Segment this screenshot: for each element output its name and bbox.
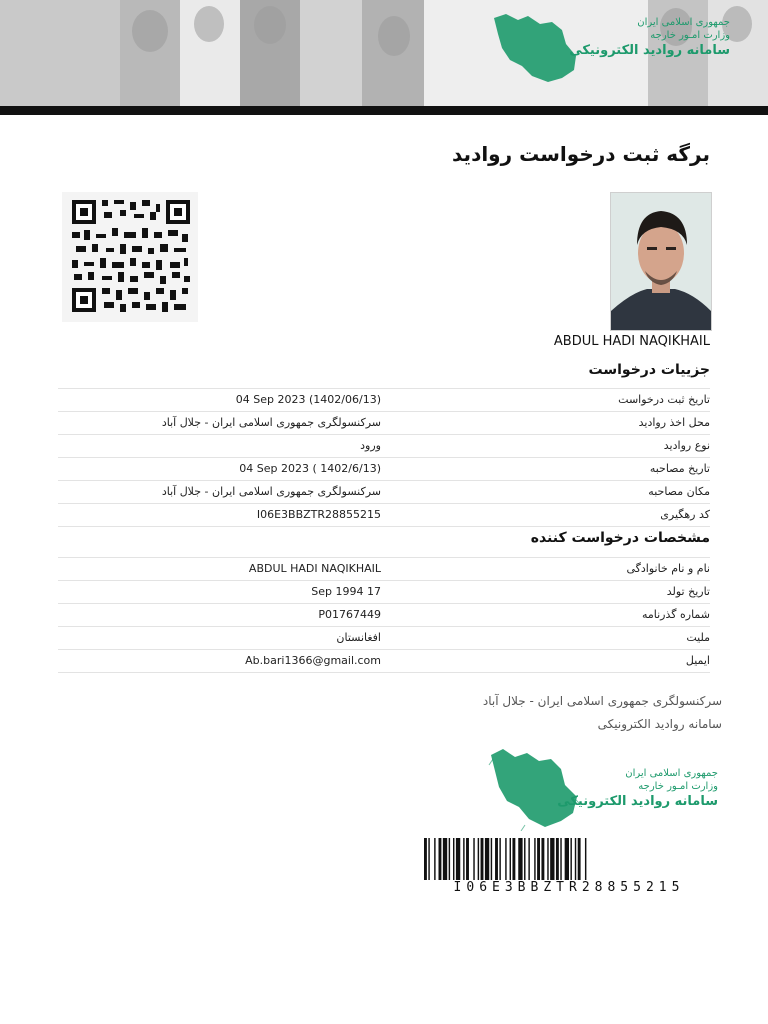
banner-decor-tile	[0, 0, 120, 106]
barcode-bar	[575, 838, 576, 880]
footer-consulate: سرکنسولگری جمهوری اسلامی ایران - جلال آباد	[482, 694, 722, 708]
table-bottom-rule	[58, 526, 710, 528]
barcode-bar	[550, 838, 554, 880]
interview-location-row	[58, 480, 710, 503]
ministry-line2: وزارت امـور خارجه	[650, 30, 730, 41]
barcode-bar	[560, 838, 561, 880]
birth-date-row	[58, 580, 710, 603]
barcode-bar	[537, 838, 540, 880]
barcode-bar	[585, 838, 586, 880]
header-brand	[569, 16, 730, 59]
barcode-bar	[534, 838, 535, 880]
row-value: P01767449	[318, 608, 381, 621]
row-value: ورود	[360, 439, 381, 452]
row-value: I06E3BBZTR28855215	[256, 508, 381, 521]
page-title: برگه ثبت درخواست روادید	[452, 142, 710, 166]
row-value: سرکنسولگری جمهوری اسلامی ایران - جلال آباد	[161, 485, 381, 498]
system-name: سامانه روادید الکترونیکی	[557, 794, 718, 809]
row-value: ABDUL HADI NAQIKHAIL	[248, 562, 381, 575]
nationality-row	[58, 626, 710, 649]
passport-number-row	[58, 603, 710, 626]
visa-type-row	[58, 434, 710, 457]
qr-code	[62, 192, 198, 322]
barcode-bar	[491, 838, 492, 880]
banner-portrait-image	[194, 6, 224, 42]
barcode-bar	[478, 838, 479, 880]
ministry-line2: وزارت امـور خارجه	[638, 781, 718, 792]
barcode-bar	[578, 838, 581, 880]
barcode-bar	[456, 838, 460, 880]
row-label: نوع روادید	[663, 439, 710, 452]
barcode-bar	[512, 838, 515, 880]
barcode-bar	[499, 838, 500, 880]
row-value: 04 Sep 2023 ( 1402/6/13)	[239, 462, 381, 475]
barcode-bar	[541, 838, 544, 880]
full-name-row	[58, 557, 710, 580]
barcode-bar	[428, 838, 429, 880]
email-row	[58, 649, 710, 672]
header-divider	[0, 106, 768, 115]
row-label: نام و نام خانوادگی	[626, 562, 710, 575]
row-label: تاریخ ثبت درخواست	[618, 393, 710, 406]
header-banner	[0, 0, 768, 106]
interview-date-row	[58, 457, 710, 480]
row-label: تاریخ تولد	[666, 585, 710, 598]
banner-portrait-image	[132, 10, 168, 52]
banner-portrait-image	[378, 16, 410, 56]
row-label: مکان مصاحبه	[648, 485, 710, 498]
row-label: تاریخ مصاحبه	[649, 462, 710, 475]
barcode-bar	[505, 838, 506, 880]
ministry-line1: جمهوری اسلامی ایران	[625, 768, 718, 779]
barcode-bar	[495, 838, 498, 880]
footer-brand	[557, 767, 718, 810]
barcode-bar	[424, 838, 427, 880]
barcode-bar	[449, 838, 450, 880]
barcode-bar	[528, 838, 529, 880]
barcode-bar	[547, 838, 548, 880]
system-name: سامانه روادید الکترونیکی	[569, 43, 730, 58]
banner-decor-tile	[300, 0, 362, 106]
barcode-bar	[524, 838, 525, 880]
banner-portrait-image	[254, 6, 286, 44]
tracking-barcode	[424, 838, 714, 880]
row-value: Sep 1994 17	[311, 585, 381, 598]
applicant-photo	[610, 192, 712, 331]
tracking-code-row	[58, 503, 710, 526]
barcode-bar	[463, 838, 464, 880]
row-value: افغانستان	[336, 631, 381, 644]
row-label: محل اخذ روادید	[638, 416, 710, 429]
applicant-details-heading: مشخصات درخواست کننده	[530, 530, 710, 546]
barcode-bar	[565, 838, 569, 880]
request-date-row	[58, 388, 710, 411]
barcode-bar	[570, 838, 571, 880]
applicant-portrait-image	[611, 193, 711, 330]
visa-location-row	[58, 411, 710, 434]
request-details-table	[58, 388, 710, 528]
barcode-text: I06E3BBZTR28855215	[453, 880, 685, 895]
barcode-bar	[473, 838, 474, 880]
barcode-bar	[453, 838, 454, 880]
ministry-line1: جمهوری اسلامی ایران	[637, 17, 730, 28]
barcode-bar	[481, 838, 484, 880]
row-label: ملیت	[686, 631, 710, 644]
applicant-details-table	[58, 557, 710, 674]
barcode-bar	[485, 838, 489, 880]
row-value: سرکنسولگری جمهوری اسلامی ایران - جلال آباد	[161, 416, 381, 429]
row-label: کد رهگیری	[660, 508, 710, 521]
request-details-heading: جزییات درخواست	[588, 362, 710, 378]
row-value: 04 Sep 2023 (1402/06/13)	[235, 393, 381, 406]
table-bottom-rule	[58, 672, 710, 674]
barcode-bar	[510, 838, 511, 880]
row-value: Ab.bari1366@gmail.com	[245, 654, 381, 667]
applicant-name: ABDUL HADI NAQIKHAIL	[553, 334, 710, 349]
barcode-bar	[439, 838, 442, 880]
barcode-bar	[466, 838, 469, 880]
barcode-bar	[443, 838, 447, 880]
footer-system-name: سامانه روادید الکترونیکی	[597, 717, 722, 731]
barcode-bar	[434, 838, 435, 880]
row-label: ایمیل	[685, 654, 710, 667]
barcode-bar	[518, 838, 522, 880]
row-label: شماره گذرنامه	[641, 608, 710, 621]
barcode-bar	[556, 838, 559, 880]
